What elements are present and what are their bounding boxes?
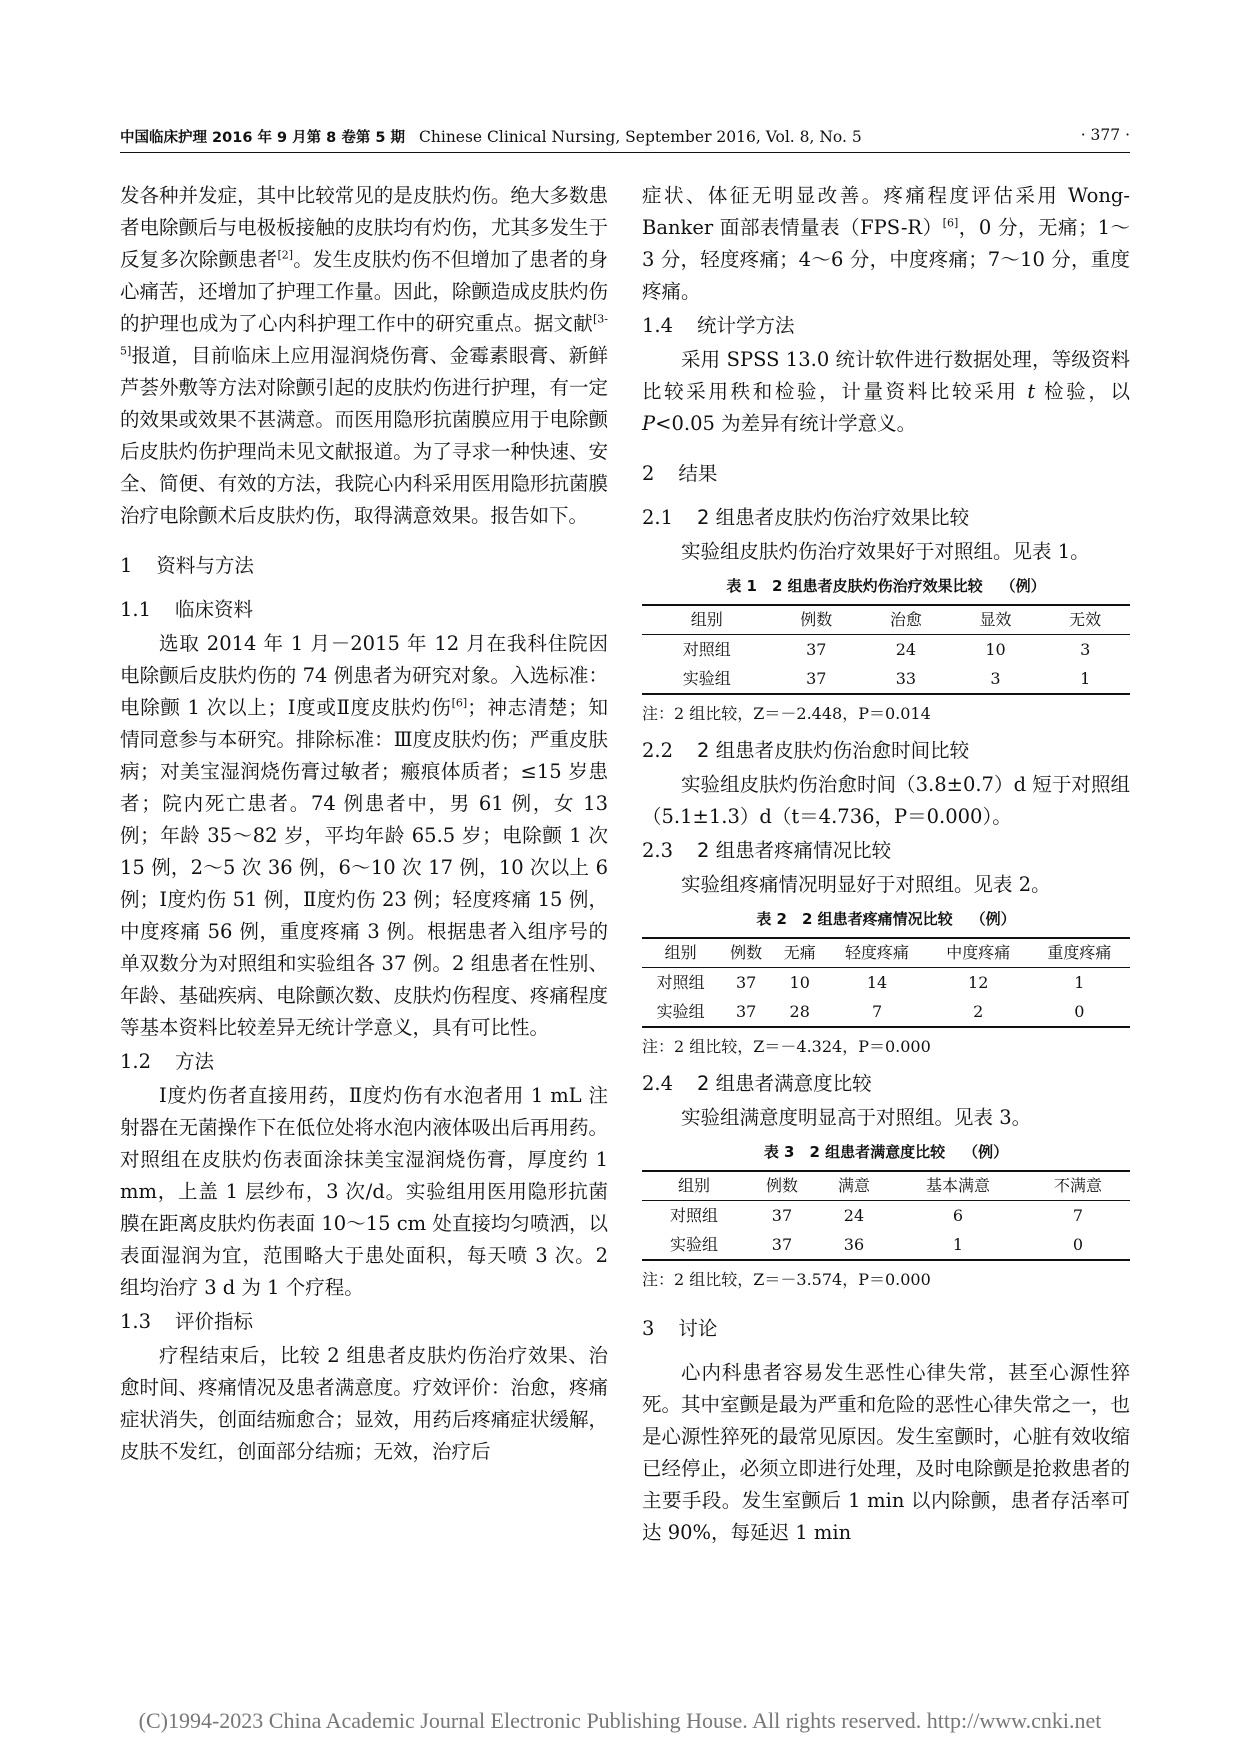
table-header-cell: 不满意 (1026, 1171, 1130, 1201)
section-2-4-heading: 2.4 2 组患者满意度比较 (642, 1072, 872, 1095)
result-2-3-paragraph: 实验组疼痛情况明显好于对照组。见表 2。 (681, 873, 1051, 896)
intro-paragraph: 发各种并发症，其中比较常见的是皮肤灼伤。绝大多数患者电除颤后与电极板接触的皮肤均有灼伤，尤其多发生于反复多次除颤患者[2]。发生皮肤灼伤不但增加了患者的身心痛苦，还增加了护理工作量。因此，除颤造成皮肤灼伤的护理也成为了心内科护理工作中的研究重点。据文献[3-5]报道，目前临床上应用湿润烧伤膏、金霉素眼膏、新鲜芦荟外敷等方法对除颤引起的皮肤灼伤进行护理，有一定的效果或效果不甚满意。而医用隐形抗菌膜应用于电除颤后皮肤灼伤护理尚未见文献报道。为了寻求一种快速、安全、简便、有效的方法，我院心内科采用医用隐形抗菌膜治疗电除颤术后皮肤灼伤，取得满意效果。报告如下。 (120, 184, 608, 527)
table-header-cell: 显效 (951, 605, 1041, 635)
table-row: 实验组 37 33 3 1 (682, 669, 1091, 688)
table-2-caption: 表 2 2 组患者疼痛情况比较 （例） (756, 910, 1016, 928)
section-1-heading: 1 资料与方法 (120, 554, 254, 577)
methods-paragraph: Ⅰ度灼伤者直接用药，Ⅱ度灼伤有水泡者用 1 mL 注射器在无菌操作下在低位处将水泡内液体吸出后再用药。对照组在皮肤灼伤表面涂抹美宝湿润烧伤膏，厚度约 1 mm，上盖 1 层纱布，3 次/d。实验组用医用隐形抗菌膜在距离皮肤灼伤表面 10～15 cm 处直接均匀喷洒，以表面湿润为宜，范围略大于患处面积，每天喷 3 次。2 组均治疗 3 d 为 1 个疗程。 (120, 1084, 608, 1299)
table-header-cell: 组别 (642, 938, 719, 968)
section-1-3-heading: 1.3 评价指标 (120, 1310, 254, 1333)
table-row: 对照组 37 10 14 12 1 (656, 973, 1085, 992)
table-3 (642, 1170, 1130, 1261)
table-header-cell: 无效 (1040, 605, 1130, 635)
right-column (642, 180, 1130, 1549)
journal-citation (120, 126, 862, 147)
section-1-4-heading: 1.4 统计学方法 (642, 314, 795, 337)
table-row: 对照组 37 24 6 7 (669, 1206, 1084, 1225)
clinical-data-paragraph: 选取 2014 年 1 月－2015 年 12 月在我科住院因电除颤后皮肤灼伤的 74 例患者为研究对象。入选标准：电除颤 1 次以上；Ⅰ度或Ⅱ度皮肤灼伤[6]；神志清楚；知情同意参与本研究。排除标准：Ⅲ度皮肤灼伤；严重皮肤病；对美宝湿润烧伤膏过敏者；瘢痕体质者；≤15 岁患者；院内死亡患者。74 例患者中，男 61 例，女 13 例；年龄 35～82 岁，平均年龄 65.5 岁；电除颤 1 次 15 例，2～5 次 36 例，6～10 次 17 例，10 次以上 6 例；Ⅰ度灼伤 51 例，Ⅱ度灼伤 23 例；轻度疼痛 15 例，中度疼痛 56 例，重度疼痛 3 例。根据患者入组序号的单双数分为对照组和实验组各 37 例。2 组患者在性别、年龄、基础疾病、电除颤次数、皮肤灼伤程度、疼痛程度等基本资料比较差异无统计学意义，具有可比性。 (120, 632, 608, 1039)
running-header (120, 126, 1130, 150)
table-header-cell: 基本满意 (890, 1171, 1026, 1201)
section-2-2-heading: 2.2 2 组患者皮肤灼伤治愈时间比较 (642, 739, 970, 762)
result-2-2-paragraph: 实验组皮肤灼伤治愈时间（3.8±0.7）d 短于对照组（5.1±1.3）d（t＝4.736，P＝0.000）。 (642, 773, 1130, 828)
table-header-cell: 例数 (719, 938, 773, 968)
result-2-1-paragraph: 实验组皮肤灼伤治疗效果好于对照组。见表 1。 (681, 540, 1090, 563)
table-3-caption: 表 3 2 组患者满意度比较 （例） (763, 1143, 1009, 1161)
table-header-cell: 无痛 (773, 938, 827, 968)
table-2-note: 注：2 组比较，Z＝－4.324，P＝0.000 (642, 1037, 931, 1056)
table-header-cell: 组别 (642, 605, 771, 635)
table-header-cell: 中度疼痛 (928, 938, 1029, 968)
journal-cn: 中国临床护理 2016 年 9 月第 8 卷第 5 期 (120, 130, 406, 146)
table-header-cell: 组别 (642, 1171, 746, 1201)
header-rule (120, 152, 1130, 153)
discussion-paragraph: 心内科患者容易发生恶性心律失常，甚至心源性猝死。其中室颤是最为严重和危险的恶性心律失常之一，也是心源性猝死的最常见原因。发生室颤时，心脏有效收缩已经停止，必须立即进行处理，及时电除颤是抢救患者的主要手段。发生室颤后 1 min 以内除颤，患者存活率可达 90%，每延迟 1 min (642, 1361, 1130, 1544)
left-column (120, 180, 608, 1468)
copyright-footer: (C)1994-2023 China Academic Journal Electronic Publishing House. All rights reserved. http://www.cnki.net (138, 1708, 1102, 1733)
section-2-heading: 2 结果 (642, 462, 718, 485)
page-number: · 377 · (1080, 126, 1130, 144)
table-1-note: 注：2 组比较，Z＝－2.448，P＝0.014 (642, 704, 931, 723)
table-row: 实验组 37 28 7 2 0 (656, 1002, 1085, 1021)
journal-en: Chinese Clinical Nursing, September 2016, Vol. 8, No. 5 (419, 128, 862, 146)
table-header-cell: 例数 (746, 1171, 818, 1201)
table-header-cell: 重度疼痛 (1029, 938, 1130, 968)
section-2-3-heading: 2.3 2 组患者疼痛情况比较 (642, 839, 892, 862)
table-row: 对照组 37 24 10 3 (682, 640, 1091, 659)
result-2-4-paragraph: 实验组满意度明显高于对照组。见表 3。 (681, 1106, 1032, 1129)
table-row: 实验组 37 36 1 0 (669, 1235, 1084, 1254)
table-3-note: 注：2 组比较，Z＝－3.574，P＝0.000 (642, 1270, 931, 1289)
evaluation-paragraph: 疗程结束后，比较 2 组患者皮肤灼伤治疗效果、治愈时间、疼痛情况及患者满意度。疗效评价：治愈，疼痛症状消失，创面结痂愈合；显效，用药后疼痛症状缓解，皮肤不发红，创面部分结痂；无效，治疗后 (120, 1344, 608, 1463)
section-1-1-heading: 1.1 临床资料 (120, 598, 254, 621)
section-1-2-heading: 1.2 方法 (120, 1050, 215, 1073)
table-2 (642, 937, 1130, 1028)
statistics-paragraph: 采用 SPSS 13.0 统计软件进行数据处理，等级资料比较采用秩和检验，计量资料比较采用 t 检验，以 P<0.05 为差异有统计学意义。 (642, 348, 1130, 435)
table-1-caption: 表 1 2 组患者皮肤灼伤治疗效果比较 （例） (726, 577, 1046, 595)
section-2-1-heading: 2.1 2 组患者皮肤灼伤治疗效果比较 (642, 506, 970, 529)
table-header-cell: 治愈 (861, 605, 951, 635)
section-3-heading: 3 讨论 (642, 1317, 718, 1340)
evaluation-continued-paragraph: 症状、体征无明显改善。疼痛程度评估采用 Wong-Banker 面部表情量表（FPS-R）[6]，0 分，无痛；1～3 分，轻度疼痛；4～6 分，中度疼痛；7～10 分，重度疼痛。 (642, 184, 1130, 303)
table-header-cell: 轻度疼痛 (826, 938, 927, 968)
table-1 (642, 604, 1130, 695)
table-header-cell: 例数 (771, 605, 861, 635)
table-header-cell: 满意 (818, 1171, 890, 1201)
